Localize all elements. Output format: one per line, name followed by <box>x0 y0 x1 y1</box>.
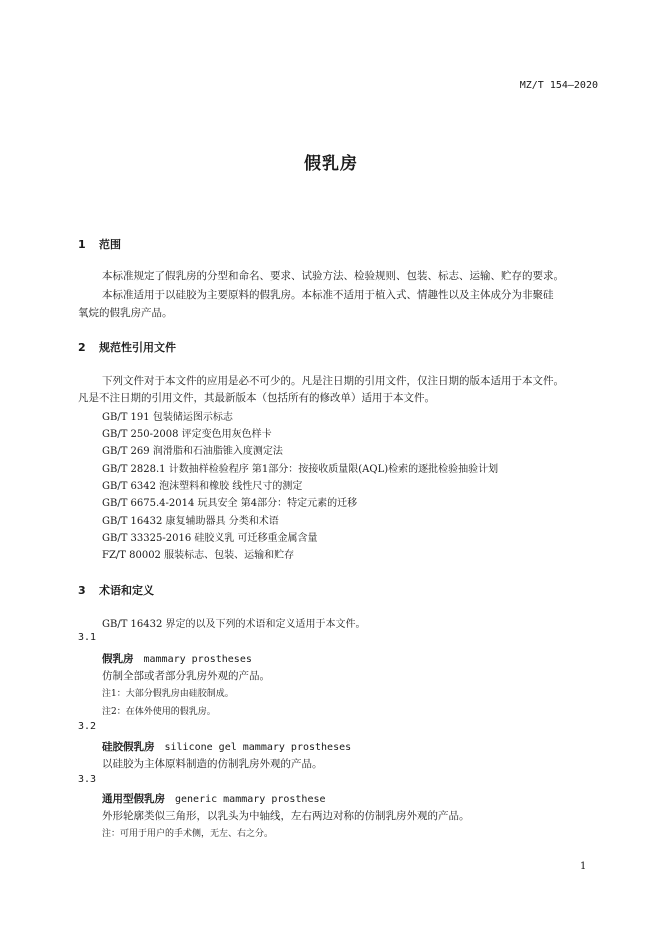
reference-item: GB/T 2828.1 计数抽样检验程序 第1部分：按接收质量限(AQL)检索的逐批检验抽验计划 <box>102 464 499 475</box>
page-title: 假乳房 <box>304 154 358 174</box>
paragraph: GB/T 16432 界定的以及下列的术语和定义适用于本文件。 <box>102 619 366 630</box>
section-number: 2 <box>78 341 86 354</box>
reference-item: GB/T 6675.4-2014 玩具安全 第4部分：特定元素的迁移 <box>102 498 358 509</box>
reference-item: GB/T 33325-2016 硅胶义乳 可迁移重金属含量 <box>102 533 318 544</box>
term-heading <box>102 651 252 666</box>
paragraph: 本标准适用于以硅胶为主要原料的假乳房。本标准不适用于植入式、情趣性以及主体成分为非聚硅 <box>102 289 554 301</box>
reference-item: GB/T 191 包装储运图示标志 <box>102 412 233 423</box>
page-number: 1 <box>580 861 587 872</box>
paragraph: 氧烷的假乳房产品。 <box>78 307 173 319</box>
term-heading <box>102 739 351 754</box>
section-3-heading <box>78 582 154 598</box>
reference-item: GB/T 6342 泡沫塑料和橡胶 线性尺寸的测定 <box>102 481 303 492</box>
term-en: mammary prostheses <box>143 654 252 665</box>
term-zh: 硅胶假乳房 <box>102 741 155 753</box>
term-definition: 外形轮廓类似三角形，以乳头为中轴线，左右两边对称的仿制乳房外观的产品。 <box>102 810 470 822</box>
term-heading <box>102 791 326 806</box>
term-en: generic mammary prosthese <box>175 794 326 805</box>
term-definition: 以硅胶为主体原料制造的仿制乳房外观的产品。 <box>102 758 323 770</box>
term-note: 注：可用于用户的手术侧，无左、右之分。 <box>102 829 274 839</box>
term-number: 3.2 <box>78 721 97 732</box>
section-title: 规范性引用文件 <box>99 341 176 354</box>
section-2-heading <box>78 339 176 355</box>
section-1-heading <box>78 236 121 252</box>
reference-item: FZ/T 80002 服装标志、包装、运输和贮存 <box>102 550 295 561</box>
paragraph: 本标准规定了假乳房的分型和命名、要求、试验方法、检验规则、包装、标志、运输、贮存的要求。 <box>102 270 564 282</box>
reference-item: GB/T 250-2008 评定变色用灰色样卡 <box>102 429 272 440</box>
term-note: 注1：大部分假乳房由硅胶制成。 <box>102 689 234 699</box>
term-en: silicone gel mammary prostheses <box>164 742 352 753</box>
section-number: 1 <box>78 238 86 251</box>
document-number: MZ/T 154—2020 <box>519 80 598 91</box>
term-note: 注2：在体外使用的假乳房。 <box>102 707 216 717</box>
reference-item: GB/T 16432 康复辅助器具 分类和术语 <box>102 516 279 527</box>
term-number: 3.3 <box>78 774 97 785</box>
term-zh: 假乳房 <box>102 653 134 665</box>
section-number: 3 <box>78 584 86 597</box>
term-zh: 通用型假乳房 <box>102 793 165 805</box>
paragraph: 凡是不注日期的引用文件，其最新版本（包括所有的修改单）适用于本文件。 <box>78 392 435 404</box>
reference-item: GB/T 269 润滑脂和石油脂锥入度测定法 <box>102 446 283 457</box>
term-definition: 仿制全部或者部分乳房外观的产品。 <box>102 670 270 682</box>
paragraph: 下列文件对于本文件的应用是必不可少的。凡是注日期的引用文件，仅注日期的版本适用于本文件。 <box>102 375 564 387</box>
section-title: 术语和定义 <box>99 584 154 597</box>
section-title: 范围 <box>99 238 121 251</box>
term-number: 3.1 <box>78 632 97 643</box>
